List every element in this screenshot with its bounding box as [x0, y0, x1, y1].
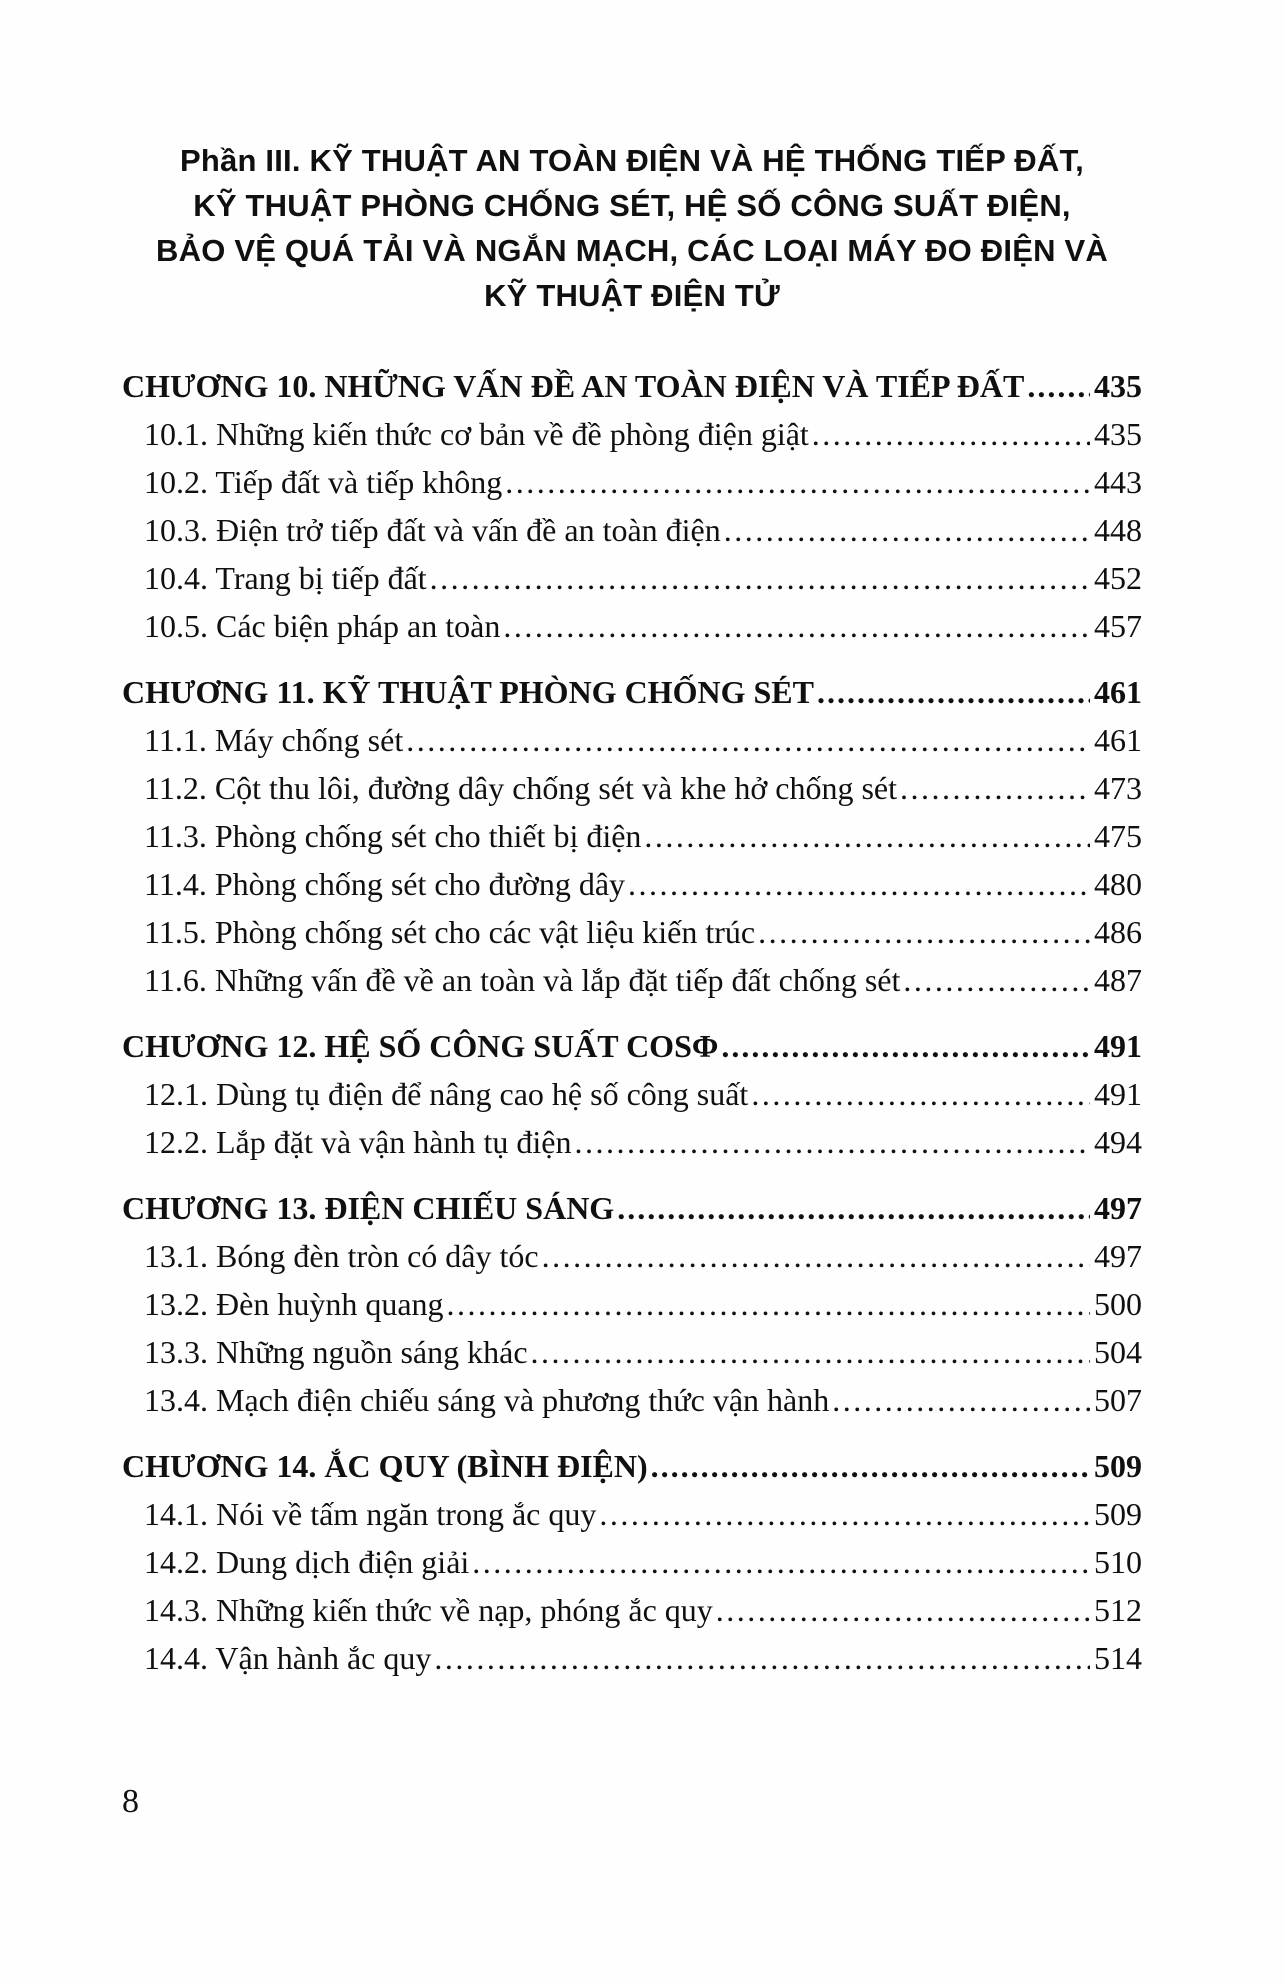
toc-chapter-title: CHƯƠNG 12. HỆ SỐ CÔNG SUẤT COSΦ [122, 1028, 719, 1064]
dot-leader [434, 1634, 1090, 1682]
toc-section-row [122, 602, 1142, 650]
toc-chapter-row [122, 1022, 1142, 1070]
toc-section-title: 11.5. Phòng chống sét cho các vật liệu kiến trúc [144, 914, 756, 950]
dot-leader [503, 602, 1090, 650]
part-title [122, 138, 1142, 318]
toc-chapter-title: CHƯƠNG 13. ĐIỆN CHIẾU SÁNG [122, 1190, 615, 1226]
toc-section-page-number: 486 [1094, 914, 1142, 950]
part-title-line: KỸ THUẬT ĐIỆN TỬ [484, 278, 780, 313]
toc-section-row [122, 716, 1142, 764]
toc-chapter-row [122, 1442, 1142, 1490]
dot-leader [724, 506, 1090, 554]
toc-section-title: 13.1. Bóng đèn tròn có dây tóc [144, 1238, 539, 1274]
toc-section-title: 11.3. Phòng chống sét cho thiết bị điện [144, 818, 642, 854]
toc-chapter-title: CHƯƠNG 14. ẮC QUY (BÌNH ĐIỆN) [122, 1448, 648, 1484]
toc-section-row [122, 812, 1142, 860]
toc-section-page-number: 507 [1094, 1382, 1142, 1418]
toc-section-title: 14.1. Nói về tấm ngăn trong ắc quy [144, 1496, 597, 1532]
toc-section-page-number: 461 [1094, 722, 1142, 758]
toc-section-page-number: 509 [1094, 1496, 1142, 1532]
dot-leader [751, 1070, 1090, 1118]
page-number: 8 [122, 1783, 139, 1820]
toc-section-row [122, 1118, 1142, 1166]
toc-section-title: 11.6. Những vấn đề về an toàn và lắp đặt tiếp đất chống sét [144, 962, 901, 998]
toc-section-row [122, 860, 1142, 908]
toc-section-title: 12.1. Dùng tụ điện để nâng cao hệ số công suất [144, 1076, 749, 1112]
toc-section-row [122, 554, 1142, 602]
toc-section-row [122, 956, 1142, 1004]
toc-section-page-number: 514 [1094, 1640, 1142, 1676]
dot-leader [758, 908, 1090, 956]
toc-section-row [122, 1586, 1142, 1634]
toc-section-title: 11.1. Máy chống sét [144, 722, 404, 758]
toc-section-page-number: 504 [1094, 1334, 1142, 1370]
toc-section-row [122, 410, 1142, 458]
toc-section-page-number: 487 [1094, 962, 1142, 998]
toc-section-title: 14.4. Vận hành ắc quy [144, 1640, 432, 1676]
dot-leader [817, 668, 1090, 716]
toc-section-page-number: 443 [1094, 464, 1142, 500]
dot-leader [531, 1328, 1090, 1376]
toc-section-title: 11.4. Phòng chống sét cho đường dây [144, 866, 626, 902]
dot-leader [900, 764, 1090, 812]
dot-leader [1027, 362, 1090, 410]
dot-leader [447, 1280, 1090, 1328]
dot-leader [651, 1442, 1090, 1490]
table-of-contents [122, 362, 1142, 1682]
dot-leader [628, 860, 1090, 908]
toc-section-title: 10.1. Những kiến thức cơ bản về đề phòng điện giật [144, 416, 809, 452]
part-title-line: KỸ THUẬT PHÒNG CHỐNG SÉT, HỆ SỐ CÔNG SUẤT ĐIỆN, [193, 188, 1071, 223]
toc-section-page-number: 500 [1094, 1286, 1142, 1322]
toc-chapter-page-number: 461 [1094, 674, 1142, 710]
toc-chapter-row [122, 1184, 1142, 1232]
toc-section-title: 10.3. Điện trở tiếp đất và vấn đề an toàn điện [144, 512, 721, 548]
toc-section-title: 12.2. Lắp đặt và vận hành tụ điện [144, 1124, 572, 1160]
dot-leader [716, 1586, 1090, 1634]
toc-section-row [122, 458, 1142, 506]
toc-section-title: 10.5. Các biện pháp an toàn [144, 608, 501, 644]
toc-chapter-page-number: 497 [1094, 1190, 1142, 1226]
toc-section-title: 13.4. Mạch điện chiếu sáng và phương thức vận hành [144, 1382, 830, 1418]
dot-leader [505, 458, 1090, 506]
toc-chapter-page-number: 509 [1094, 1448, 1142, 1484]
toc-section-title: 11.2. Cột thu lôi, đường dây chống sét và khe hở chống sét [144, 770, 898, 806]
toc-section-title: 13.2. Đèn huỳnh quang [144, 1286, 444, 1322]
toc-section-title: 14.3. Những kiến thức về nạp, phóng ắc quy [144, 1592, 713, 1628]
toc-chapter-row [122, 362, 1142, 410]
toc-section-row [122, 1328, 1142, 1376]
toc-chapter-title: CHƯƠNG 10. NHỮNG VẤN ĐỀ AN TOÀN ĐIỆN VÀ TIẾP ĐẤT [122, 368, 1025, 404]
dot-leader [430, 554, 1090, 602]
toc-section-row [122, 1490, 1142, 1538]
dot-leader [832, 1376, 1090, 1424]
toc-section-title: 13.3. Những nguồn sáng khác [144, 1334, 528, 1370]
toc-section-page-number: 473 [1094, 770, 1142, 806]
toc-section-page-number: 448 [1094, 512, 1142, 548]
dot-leader [812, 410, 1090, 458]
dot-leader [542, 1232, 1090, 1280]
toc-section-title: 10.4. Trang bị tiếp đất [144, 560, 427, 596]
dot-leader [617, 1184, 1090, 1232]
dot-leader [574, 1118, 1090, 1166]
toc-section-row [122, 1634, 1142, 1682]
toc-section-page-number: 475 [1094, 818, 1142, 854]
toc-section-row [122, 1280, 1142, 1328]
toc-section-page-number: 497 [1094, 1238, 1142, 1274]
toc-chapter-row [122, 668, 1142, 716]
dot-leader [599, 1490, 1090, 1538]
toc-section-page-number: 457 [1094, 608, 1142, 644]
dot-leader [721, 1022, 1090, 1070]
dot-leader [903, 956, 1090, 1004]
toc-chapter-page-number: 435 [1094, 368, 1142, 404]
toc-section-row [122, 1070, 1142, 1118]
toc-section-page-number: 452 [1094, 560, 1142, 596]
part-title-line: Phần III. KỸ THUẬT AN TOÀN ĐIỆN VÀ HỆ THỐNG TIẾP ĐẤT, [180, 143, 1084, 178]
toc-section-page-number: 491 [1094, 1076, 1142, 1112]
toc-section-page-number: 510 [1094, 1544, 1142, 1580]
toc-chapter-title: CHƯƠNG 11. KỸ THUẬT PHÒNG CHỐNG SÉT [122, 674, 814, 710]
dot-leader [644, 812, 1090, 860]
toc-section-title: 10.2. Tiếp đất và tiếp không [144, 464, 503, 500]
toc-section-row [122, 908, 1142, 956]
toc-section-row [122, 764, 1142, 812]
toc-section-row [122, 1538, 1142, 1586]
dot-leader [472, 1538, 1090, 1586]
toc-section-page-number: 512 [1094, 1592, 1142, 1628]
part-title-line: BẢO VỆ QUÁ TẢI VÀ NGẮN MẠCH, CÁC LOẠI MÁY ĐO ĐIỆN VÀ [156, 233, 1108, 268]
toc-section-row [122, 1232, 1142, 1280]
dot-leader [406, 716, 1090, 764]
toc-section-row [122, 506, 1142, 554]
toc-section-page-number: 435 [1094, 416, 1142, 452]
toc-chapter-page-number: 491 [1094, 1028, 1142, 1064]
toc-section-title: 14.2. Dung dịch điện giải [144, 1544, 470, 1580]
toc-section-page-number: 494 [1094, 1124, 1142, 1160]
toc-section-page-number: 480 [1094, 866, 1142, 902]
toc-section-row [122, 1376, 1142, 1424]
